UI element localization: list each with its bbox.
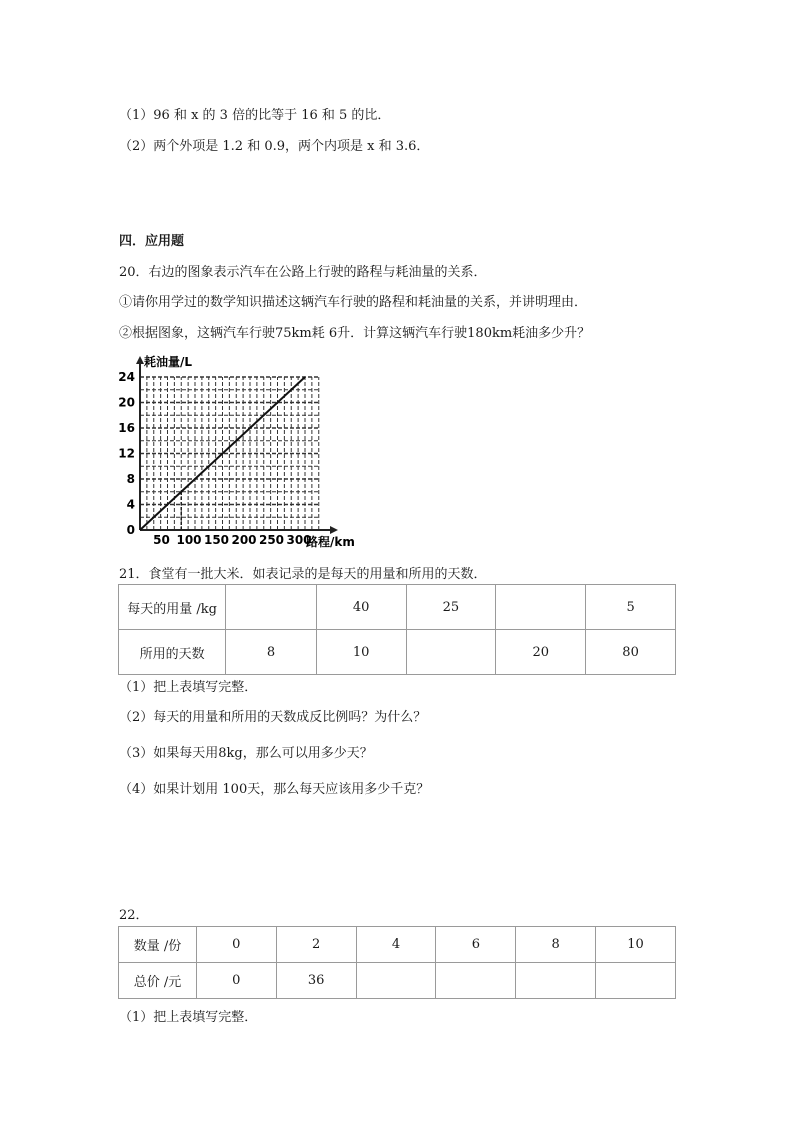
table-cell [436,963,516,999]
table-cell: 10 [596,927,676,963]
table-cell: 36 [276,963,356,999]
table-cell [226,585,316,630]
x-tick-label: 50 [153,533,170,547]
x-axis-label: 路程/km [306,535,355,549]
table-cell: 8 [516,927,596,963]
table-cell: 2 [276,927,356,963]
q20-subq2: ②根据图象，这辆汽车行驶75km耗 6升．计算这辆汽车行驶180km耗油多少升？ [119,326,591,341]
table-cell [516,963,596,999]
table-cell: 6 [436,927,516,963]
fuel-distance-chart [110,350,370,550]
chart-grid [140,377,319,530]
table-cell [356,963,436,999]
x-tick-label: 200 [231,533,257,547]
table-row [119,630,676,675]
table-cell: 8 [226,630,316,675]
x-axis-arrow [330,526,338,534]
y-tick-label: 24 [118,370,135,384]
table-cell: 0 [196,963,276,999]
table-cell [496,585,586,630]
q19-part2: （2）两个外项是 1.2 和 0.9，两个内项是 x 和 3.6． [119,139,430,154]
row-header: 总价 /元 [119,963,197,999]
row-header: 所用的天数 [119,630,226,675]
y-tick-label: 16 [118,421,135,435]
row-header: 每天的用量 /kg [119,585,226,630]
y-tick-label: 8 [126,472,135,486]
table-cell: 10 [316,630,406,675]
table-cell: 40 [316,585,406,630]
q19-part1: （1）96 和 x 的 3 倍的比等于 16 和 5 的比． [119,108,391,123]
x-tick-label: 150 [203,533,230,547]
q21-stem: 21．食堂有一批大米．如表记录的是每天的用量和所用的天数． [119,567,487,582]
table-cell [406,630,496,675]
table-cell: 5 [586,585,676,630]
y-axis-label: 耗油量/L [144,355,193,369]
table-row [119,585,676,630]
table-cell: 80 [586,630,676,675]
table-cell [596,963,676,999]
y-tick-label: 4 [126,497,135,512]
y-axis-arrow [136,356,144,364]
q22-subq1: （1）把上表填写完整． [119,1010,258,1025]
q20-subq1: ①请你用学过的数学知识描述这辆汽车行驶的路程和耗油量的关系，并讲明理由． [119,295,588,310]
table-row [119,963,676,999]
q20-stem: 20．右边的图象表示汽车在公路上行驶的路程与耗油量的关系． [119,265,487,280]
table-row [119,927,676,963]
q21-subq2: （2）每天的用量和所用的天数成反比例吗？为什么？ [119,710,427,725]
price-table [118,926,676,999]
y-tick-label: 12 [118,446,135,461]
q21-subq1: （1）把上表填写完整． [119,680,258,695]
table-cell: 20 [496,630,586,675]
table-cell: 0 [196,927,276,963]
q21-subq3: （3）如果每天用8kg，那么可以用多少天？ [119,746,373,761]
row-header: 数量 /份 [119,927,197,963]
y-tick-label: 20 [118,395,135,410]
x-tick-label: 250 [258,533,285,547]
table-cell: 4 [356,927,436,963]
rice-usage-table [118,584,676,675]
section-heading: 四．应用题 [119,234,185,249]
y-tick-label: 0 [126,523,135,537]
x-tick-label: 300 [286,533,312,547]
table-cell: 25 [406,585,496,630]
q22-stem: 22． [119,908,149,923]
x-tick-label: 100 [176,533,202,547]
q21-subq4: （4）如果计划用 100天，那么每天应该用多少千克？ [119,782,430,797]
